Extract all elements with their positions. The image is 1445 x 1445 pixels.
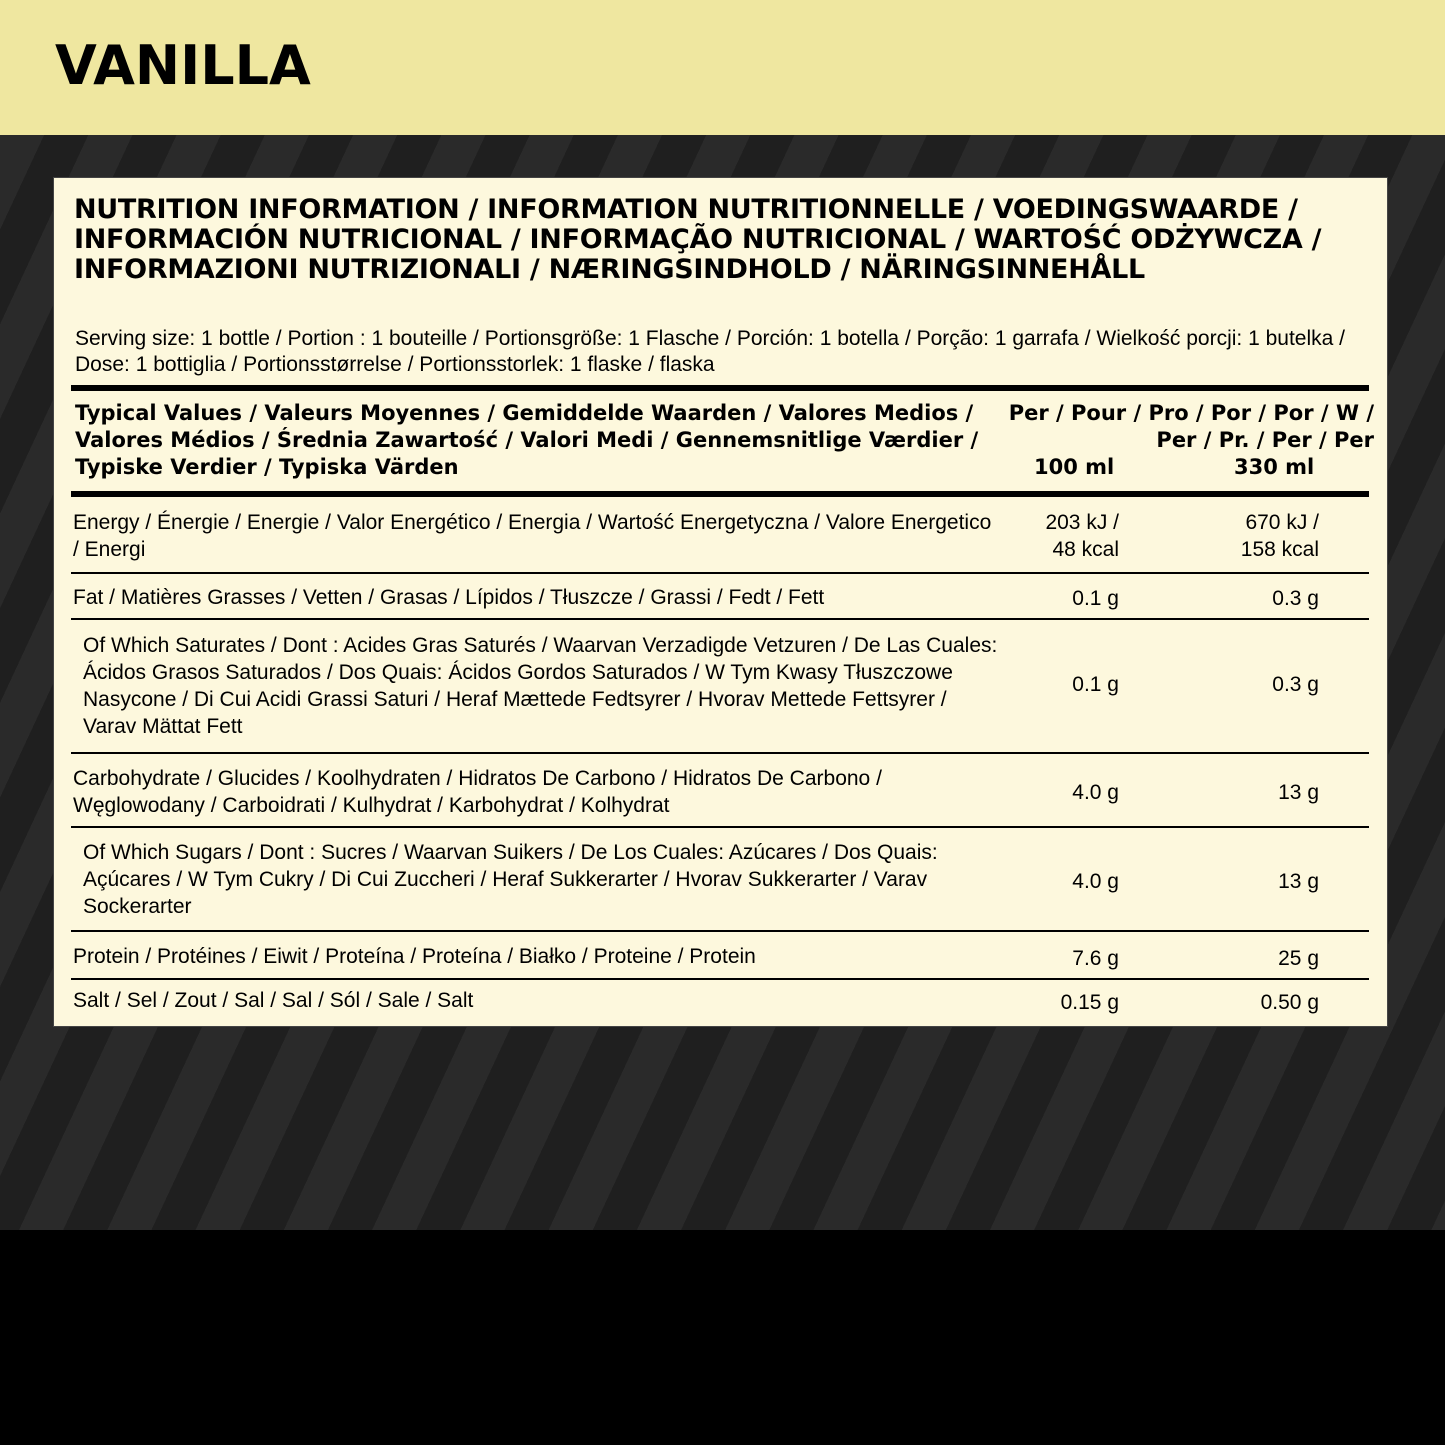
row-label: Fat / Matières Grasses / Vetten / Grasas / Lípidos / Tłuszcze / Grassi / Fedt / Fett: [73, 586, 825, 609]
row-label: Of Which Saturates / Dont : Acides Gras Saturés / Waarvan Verzadigde Vetzuren / De Las Cuales: Ácidos Grasos Saturados / Dos Quais: Ácidos Gordos Saturados / W Tym Kwasy Tłuszczowe Nasycone / Di Cui Acidi Grassi Saturi / Heraf Mættede Fedtsyrer / Hvorav Mettede Fettsyrer / Varav Mättat Fett: [83, 634, 998, 738]
serving-size: Serving size: 1 bottle / Portion : 1 bouteille / Portionsgröße: 1 Flasche / Porción: 1 botella / Porção: 1 garrafa / Wielkość porcji: 1 butelka / Dose: 1 bottiglia / Portionsstørrelse / Portionsstorlek: 1 flaske / flaska: [75, 327, 1345, 376]
divider-rule: [71, 491, 1369, 497]
value-330ml: 13 g: [1278, 870, 1319, 893]
per-header: Per / Pour / Pro / Por / Por / W / Per / Pr. / Per / Per: [1008, 401, 1374, 452]
flavor-banner: [0, 0, 1445, 135]
row-label: Protein / Protéines / Eiwit / Proteína / Proteína / Białko / Proteine / Protein: [73, 945, 756, 968]
value-330ml: 670 kJ /: [1245, 511, 1319, 534]
column-100ml-header: 100 ml: [1034, 455, 1115, 479]
row-label: Carbohydrate / Glucides / Koolhydraten / Hidratos De Carbono / Hidratos De Carbono / Węglowodany / Carboidrati / Kulhydrat / Karbohydrat / Kolhydrat: [73, 767, 882, 817]
row-divider: [71, 826, 1369, 828]
value-100ml: 203 kJ /: [1045, 511, 1119, 534]
divider-rule: [71, 385, 1369, 391]
value-330ml: 0.3 g: [1272, 673, 1319, 696]
row-divider: [71, 618, 1369, 620]
value-330ml: 158 kcal: [1240, 538, 1319, 561]
row-divider: [71, 978, 1369, 980]
row-divider: [71, 930, 1369, 932]
value-330ml: 0.3 g: [1272, 587, 1319, 610]
value-100ml: 0.1 g: [1072, 587, 1119, 610]
value-100ml: 7.6 g: [1072, 947, 1119, 970]
value-330ml: 13 g: [1278, 781, 1319, 804]
typical-values-header: Typical Values / Valeurs Moyennes / Gemiddelde Waarden / Valores Medios / Valores Médios / Średnia Zawartość / Valori Medi / Gennemsnitlige Værdier / Typiske Verdier / Typiska Värden: [75, 401, 979, 479]
value-330ml: 0.50 g: [1260, 991, 1319, 1014]
value-100ml: 0.15 g: [1060, 991, 1119, 1014]
value-100ml: 48 kcal: [1052, 538, 1119, 561]
column-330ml-header: 330 ml: [1234, 455, 1315, 479]
bottom-band: [0, 1230, 1445, 1445]
row-label: Of Which Sugars / Dont : Sucres / Waarvan Suikers / De Los Cuales: Azúcares / Dos Quais: Açúcares / W Tym Cukry / Di Cui Zuccheri / Heraf Sukkerarter / Hvorav Sukkerarter / Varav Sockerarter: [83, 841, 938, 918]
value-330ml: 25 g: [1278, 947, 1319, 970]
row-label: Salt / Sel / Zout / Sal / Sal / Sól / Sale / Salt: [73, 989, 474, 1012]
value-100ml: 4.0 g: [1072, 870, 1119, 893]
row-divider: [71, 752, 1369, 754]
nutrition-heading: NUTRITION INFORMATION / INFORMATION NUTRITIONNELLE / VOEDINGSWAARDE / INFORMACIÓN NUTRICIONAL / INFORMAÇÃO NUTRICIONAL / WARTOŚĆ ODŻYWCZA / INFORMAZIONI NUTRIZIONALI / NÆRINGSINDHOLD / NÄRINGSINNEHÅLL: [74, 194, 1322, 285]
nutrition-panel: [53, 177, 1388, 1027]
value-100ml: 4.0 g: [1072, 781, 1119, 804]
flavor-title: VANILLA: [55, 34, 311, 97]
row-label: Energy / Énergie / Energie / Valor Energético / Energia / Wartość Energetyczna / Valore Energetico / Energi: [73, 511, 992, 561]
value-100ml: 0.1 g: [1072, 673, 1119, 696]
row-divider: [71, 572, 1369, 574]
